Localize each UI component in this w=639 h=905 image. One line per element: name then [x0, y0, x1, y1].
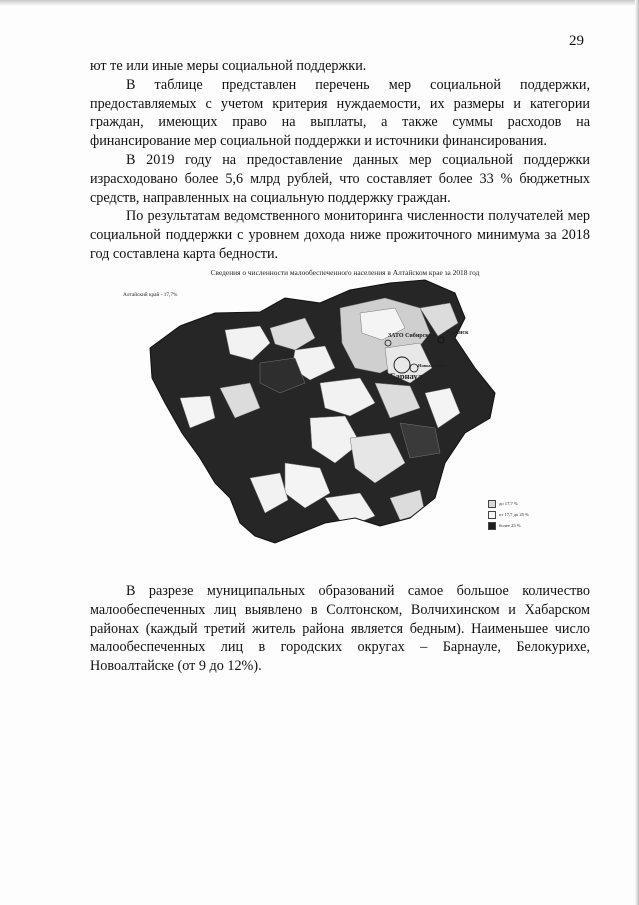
legend-label: до 17,7 %: [499, 501, 518, 506]
legend-item: [488, 509, 550, 520]
page-number: 29: [569, 33, 584, 49]
paragraph: По результатам ведомственного мониторинга численности получателей мер социальной поддержки с уровнем дохода ниже прожиточного минимума за 2018 год составлена карта бедности.: [90, 208, 590, 262]
map-subtitle: Алтайский край - 17,7%: [123, 292, 178, 298]
legend-item: [488, 520, 550, 531]
body-text-bottom: [90, 582, 590, 676]
map-label-zato: ЗАТО Сибирский: [388, 333, 436, 339]
legend-item: [488, 498, 550, 509]
map-label-zarinsk: Заринск: [446, 330, 469, 336]
legend-label: от 17,7 до 25 %: [499, 512, 529, 517]
page-edge-shadow: [0, 0, 639, 6]
map-title: Сведения о численности малообеспеченного населения в Алтайском крае за 2018 год: [210, 268, 480, 277]
map-label-novoaltaysk: Новоалтайск: [418, 363, 445, 368]
legend-label: более 25 %: [499, 523, 521, 528]
body-text-top: [90, 57, 590, 264]
page-edge-shadow-right: [635, 0, 639, 905]
map-legend: [488, 498, 550, 531]
paragraph: ют те или иные меры социальной поддержки.: [90, 58, 367, 74]
paragraph: В 2019 году на предоставление данных мер социальной поддержки израсходовано более 5,6 млрд рублей, что составляет более 33 % бюджетных средств, направленных на социальную поддержку граждан.: [90, 151, 590, 206]
paragraph: В разрезе муниципальных образований самое большое количество малообеспеченных лиц выявлено в Солтонском, Волчихинском и Хабарском районах (каждый третий житель района является бедным). Наименьшее число малообеспеченных лиц в городских округах – Барнауле, Белокурихе, Новоалтайске (от 9 до 12%).: [90, 583, 590, 675]
legend-swatch: [488, 500, 496, 508]
legend-swatch: [488, 522, 496, 530]
paragraph: В таблице представлен перечень мер социальной поддержки, предоставляемых с учетом критерия нуждаемости, их размеры и категории граждан, имеющих право на выплаты, а также суммы расходов на финансирование мер социальной поддержки и источники финансирования.: [90, 76, 590, 150]
map-label-barnaul: Барнаул: [390, 371, 423, 381]
legend-swatch: [488, 511, 496, 519]
poverty-map: [120, 268, 560, 568]
